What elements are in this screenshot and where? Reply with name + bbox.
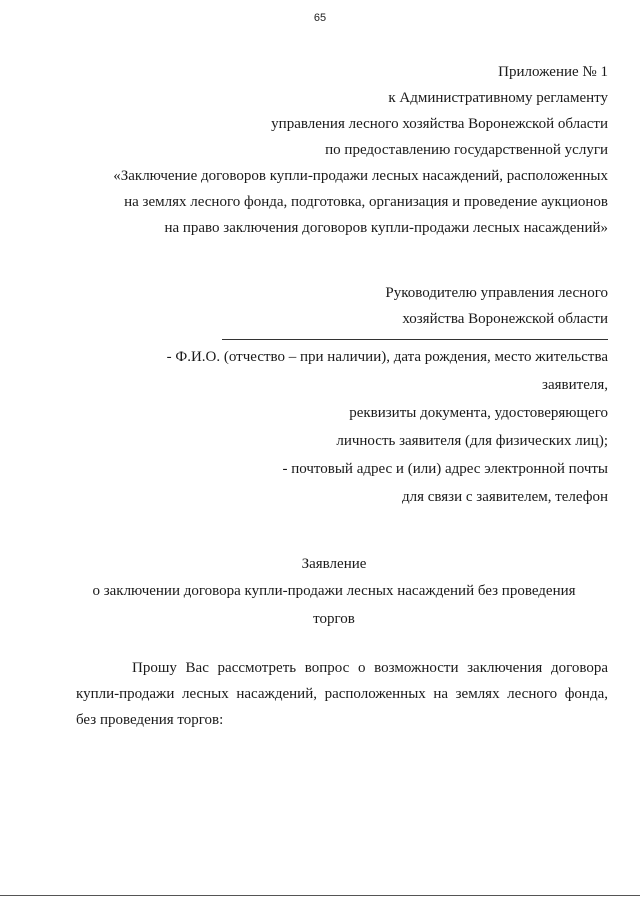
applicant-line: - Ф.И.О. (отчество – при наличии), дата рождения, место жительства [166, 349, 608, 365]
appendix-line: «Заключение договоров купли-продажи лесных насаждений, расположенных [113, 168, 608, 184]
applicant-line: личность заявителя (для физических лиц); [336, 433, 608, 449]
body-line-text: Прошу Вас рассмотреть вопрос о возможности заключения договора [132, 660, 608, 676]
appendix-line: управления лесного хозяйства Воронежской области [271, 116, 608, 132]
subtitle-line: торгов [313, 611, 355, 627]
body-line: купли-продажи лесных насаждений, расположенных на землях лесного фонда, [76, 686, 608, 702]
appendix-line: к Административному регламенту [388, 90, 608, 106]
addressee-line: хозяйства Воронежской области [402, 311, 608, 327]
document-title: Заявление [301, 556, 367, 572]
appendix-line: на землях лесного фонда, подготовка, организация и проведение аукционов [124, 194, 608, 210]
applicant-line: для связи с заявителем, телефон [401, 489, 608, 505]
page-number: 65 [313, 12, 327, 24]
subtitle-line: о заключении договора купли-продажи лесных насаждений без проведения [92, 583, 576, 599]
page-bottom-edge [0, 895, 640, 896]
addressee-line: Руководителю управления лесного [385, 285, 608, 301]
applicant-line: - почтовый адрес и (или) адрес электронной почты [282, 461, 608, 477]
appendix-header [48, 59, 608, 241]
applicant-line: заявителя, [542, 377, 608, 393]
applicant-details [108, 343, 608, 511]
addressee-block [208, 280, 608, 332]
appendix-line: на право заключения договоров купли-продажи лесных насаждений» [164, 220, 608, 236]
body-line [76, 655, 608, 681]
applicant-line: реквизиты документа, удостоверяющего [349, 405, 608, 421]
document-subtitle [70, 577, 598, 633]
appendix-line: по предоставлению государственной услуги [325, 142, 608, 158]
body-paragraph [76, 655, 608, 707]
appendix-line: Приложение № 1 [498, 64, 608, 80]
signature-underline [222, 339, 608, 340]
body-last-line: без проведения торгов: [76, 712, 224, 728]
